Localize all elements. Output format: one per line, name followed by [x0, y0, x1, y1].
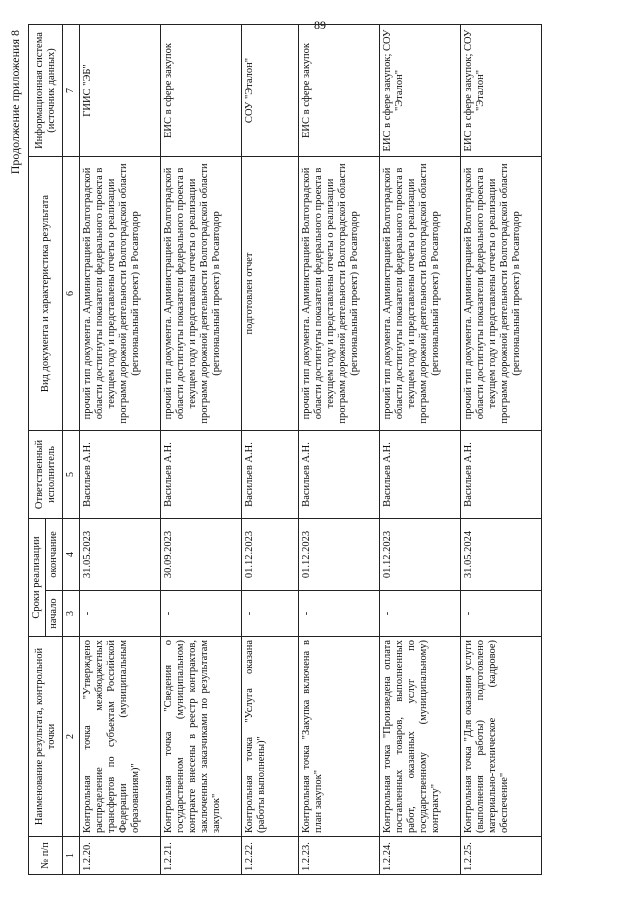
- row-num: 1.2.21.: [160, 837, 241, 875]
- control-points-table: [28, 24, 542, 875]
- row-end: 01.12.2023: [379, 518, 460, 590]
- row-system: ЕИС в сфере закупок; СОУ "Эталон": [379, 24, 460, 156]
- col-number: 4: [63, 518, 80, 590]
- row-start: -: [241, 591, 298, 637]
- header-period: Сроки реализации: [29, 518, 46, 636]
- row-name: Контрольная точка "Услуга оказана (работы выполнены)": [241, 637, 298, 837]
- row-responsible: Васильев А.Н.: [298, 430, 379, 518]
- row-doc: прочий тип документа. Администрацией Волгоградской области достигнуты показатели федерального проекта в текущем году и представлены отчеты о реализации программ дорожной деятельности Волгоградской области (региональный проект) в Росавтодор: [379, 156, 460, 430]
- row-doc: прочий тип документа. Администрацией Волгоградской области достигнуты показатели федерального проекта в текущем году и представлены отчеты о реализации программ дорожной деятельности Волгоградской области (региональный проект) в Росавтодор: [160, 156, 241, 430]
- row-name: Контрольная точка "Утверждено распределение межбюджетных трансфертов по субъектам Российской Федерации (муниципальным образованиям)": [79, 637, 160, 837]
- col-number: 6: [63, 156, 80, 430]
- row-end: 30.09.2023: [160, 518, 241, 590]
- table-row: [241, 24, 298, 874]
- row-doc: подготовлен отчет: [241, 156, 298, 430]
- row-name: Контрольная точка "Для оказания услуги (выполнения работы) подготовлено материально-техническое (кадровое) обеспечение": [460, 637, 541, 837]
- row-num: 1.2.23.: [298, 837, 379, 875]
- row-responsible: Васильев А.Н.: [160, 430, 241, 518]
- row-responsible: Васильев А.Н.: [79, 430, 160, 518]
- row-system: ЕИС в сфере закупок; СОУ "Эталон": [460, 24, 541, 156]
- header-system: Информационная система (источник данных): [29, 24, 63, 156]
- table-row: [298, 24, 379, 874]
- header-num: № п/п: [29, 837, 63, 875]
- row-end: 01.12.2023: [298, 518, 379, 590]
- row-system: ГИИС "ЭБ": [79, 24, 160, 156]
- row-start: -: [460, 591, 541, 637]
- row-end: 01.12.2023: [241, 518, 298, 590]
- row-responsible: Васильев А.Н.: [241, 430, 298, 518]
- row-name: Контрольная точка "Произведена оплата поставленных товаров, выполненных работ, оказанных услуг по государственному (муниципальному) контракту": [379, 637, 460, 837]
- col-number: 2: [63, 637, 80, 837]
- col-number: 3: [63, 591, 80, 637]
- col-number: 5: [63, 430, 80, 518]
- row-responsible: Васильев А.Н.: [379, 430, 460, 518]
- row-system: ЕИС в сфере закупок: [160, 24, 241, 156]
- header-responsible: Ответственный исполнитель: [29, 430, 63, 518]
- page-number: 89: [314, 18, 326, 32]
- header-doc: Вид документа и характеристика результата: [29, 156, 63, 430]
- row-start: -: [379, 591, 460, 637]
- row-system: СОУ "Эталон": [241, 24, 298, 156]
- row-doc: прочий тип документа. Администрацией Волгоградской области достигнуты показатели федерального проекта в текущем году и представлены отчеты о реализации программ дорожной деятельности Волгоградской области (региональный проект) в Росавтодор: [298, 156, 379, 430]
- continuation-heading: Продолжение приложения 8: [8, 30, 22, 175]
- row-num: 1.2.25.: [460, 837, 541, 875]
- row-num: 1.2.22.: [241, 837, 298, 875]
- row-start: -: [160, 591, 241, 637]
- table-row: [160, 24, 241, 874]
- row-doc: прочий тип документа. Администрацией Волгоградской области достигнуты показатели федерального проекта в текущем году и представлены отчеты о реализации программ дорожной деятельности Волгоградской области (региональный проект) в Росавтодор: [460, 156, 541, 430]
- row-end: 31.05.2024: [460, 518, 541, 590]
- row-start: -: [298, 591, 379, 637]
- header-start: начало: [46, 591, 63, 637]
- table-row: [460, 24, 541, 874]
- row-start: -: [79, 591, 160, 637]
- header-end: окончание: [46, 518, 63, 590]
- row-system: ЕИС в сфере закупок: [298, 24, 379, 156]
- row-name: Контрольная точка "Сведения о государственном (муниципальном) контракте внесены в реестр контрактов, заключенных заказчиками по результатам закупок": [160, 637, 241, 837]
- row-doc: прочий тип документа. Администрацией Волгоградской области достигнуты показатели федерального проекта в текущем году и представлены отчеты о реализации программ дорожной деятельности Волгоградской области (региональный проект) в Росавтодор: [79, 156, 160, 430]
- col-number: 1: [63, 837, 80, 875]
- table-row: [79, 24, 160, 874]
- row-num: 1.2.24.: [379, 837, 460, 875]
- row-num: 1.2.20.: [79, 837, 160, 875]
- table-row: [379, 24, 460, 874]
- row-responsible: Васильев А.Н.: [460, 430, 541, 518]
- col-number: 7: [63, 24, 80, 156]
- header-name: Наименование результата, контрольной точки: [29, 637, 63, 837]
- row-name: Контрольная точка "Закупка включена в план закупок": [298, 637, 379, 837]
- row-end: 31.05.2023: [79, 518, 160, 590]
